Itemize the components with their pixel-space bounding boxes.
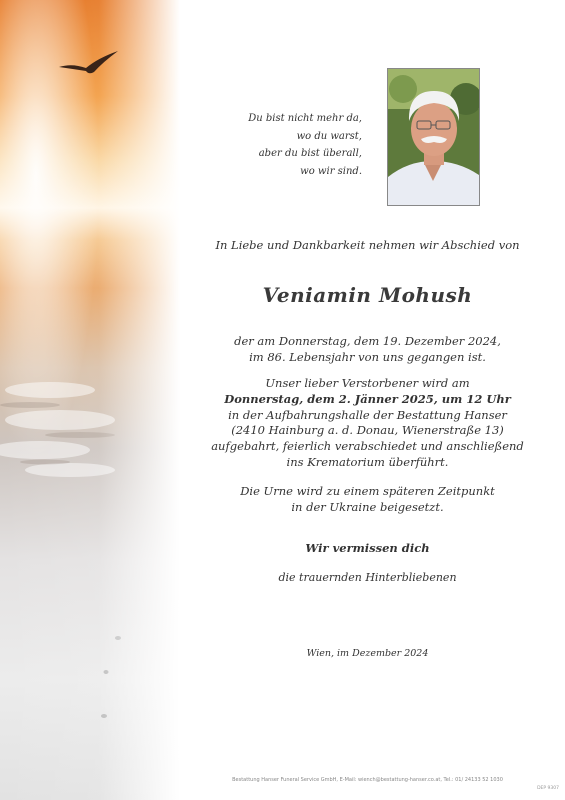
funeral-home-footer: Bestattung Hanser Funeral Service GmbH, E-Mail: wiench@bestattung-hanser.co.at, Tel.: 01/ 24133 52 1030 <box>232 777 503 783</box>
ceremony-line: ins Krematorium überführt. <box>286 454 449 469</box>
deceased-name: Veniamin Mohush <box>262 283 473 307</box>
sunset-sea-background <box>0 0 180 800</box>
ceremony-details <box>170 376 565 471</box>
death-notice <box>170 333 565 365</box>
urn-line: Die Urne wird zu einem späteren Zeitpunkt <box>240 484 495 498</box>
ceremony-line: (2410 Hainburg a. d. Donau, Wienerstraße 13) <box>231 423 504 438</box>
ceremony-date: Donnerstag, dem 2. Jänner 2025, um 12 Uhr <box>224 391 511 406</box>
poem-line: aber du bist überall, <box>258 148 362 159</box>
urn-line: in der Ukraine beigesetzt. <box>291 500 444 514</box>
poem-line: wo wir sind. <box>300 165 362 177</box>
document-code: DEP 9307 <box>537 786 559 791</box>
mourners-signature: die trauernden Hinterbliebenen <box>278 571 457 584</box>
poem-line: Du bist nicht mehr da, <box>248 113 362 124</box>
death-notice-line: der am Donnerstag, dem 19. Dezember 2024, <box>234 334 501 348</box>
poem <box>200 110 362 180</box>
farewell-intro: In Liebe und Dankbarkeit nehmen wir Abschied von <box>215 238 520 252</box>
urn-notice <box>170 483 565 515</box>
ceremony-line: aufgebahrt, feierlich verabschiedet und anschließend <box>211 439 524 454</box>
ceremony-line: Unser lieber Verstorbener wird am <box>265 376 470 390</box>
place-and-date: Wien, im Dezember 2024 <box>306 648 429 659</box>
seagull-icon <box>58 50 120 78</box>
poem-line: wo du warst, <box>296 130 362 142</box>
portrait-photo <box>387 68 480 206</box>
ceremony-line: in der Aufbahrungshalle der Bestattung Hanser <box>228 407 507 422</box>
death-notice-line: im 86. Lebensjahr von uns gegangen ist. <box>249 350 486 364</box>
miss-text: Wir vermissen dich <box>305 541 430 555</box>
